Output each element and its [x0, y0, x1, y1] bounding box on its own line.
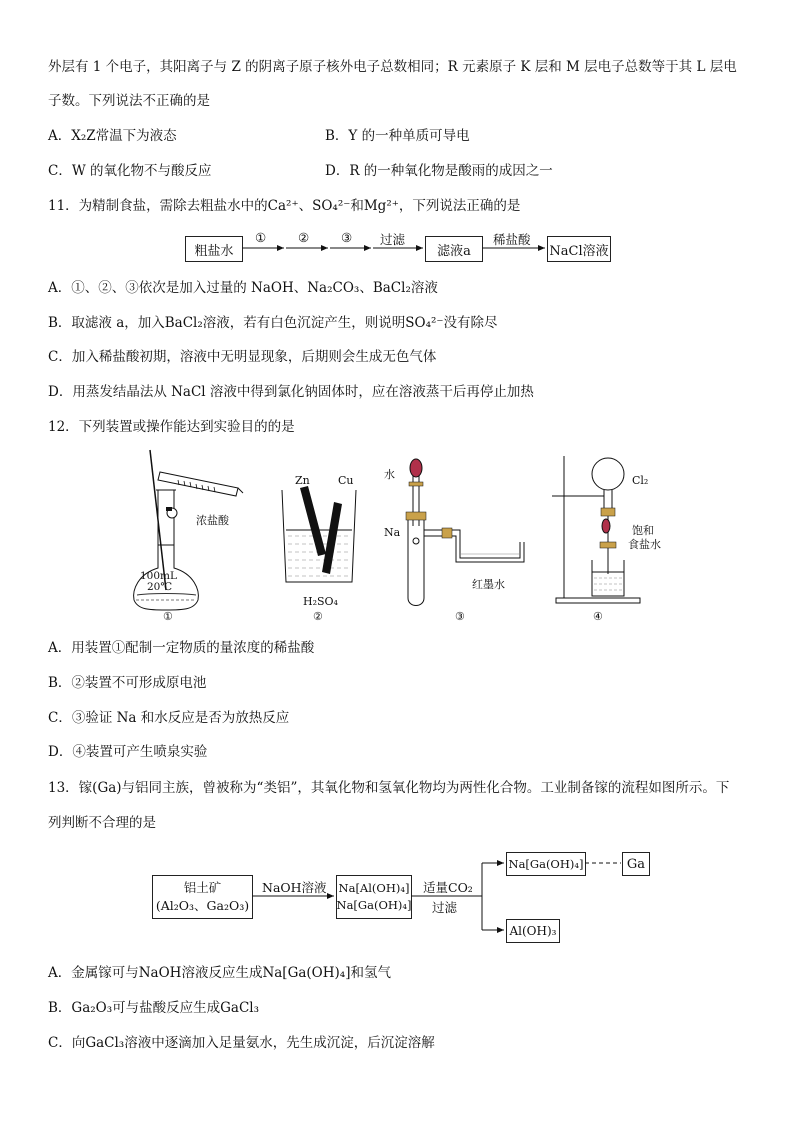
q12-fig2-number: ②	[313, 610, 323, 623]
q11-step-3: ③	[341, 230, 353, 245]
q12-fig1-volume-label: 100mL	[140, 570, 177, 582]
q13-option-c: C．向GaCl₃溶液中逐滴加入足量氨水，先生成沉淀，后沉淀溶解	[48, 1035, 435, 1051]
q12-fig3-na-label: Na	[384, 526, 401, 539]
q10-option-a: A．X₂Z常温下为液态	[48, 128, 177, 144]
q12-fig2-zn-label: Zn	[295, 474, 310, 487]
intro-line-2: 子数。下列说法不正确的是	[48, 93, 210, 109]
q11-step-filter: 过滤	[380, 232, 406, 247]
q12-fig3-ink-label: 红墨水	[472, 578, 505, 591]
q12-fig1-reagent-label: 浓盐酸	[196, 514, 229, 527]
q13-bauxite-label: 铝土矿	[183, 880, 222, 895]
q12-fig3-number: ③	[455, 610, 465, 623]
q11-option-c: C．加入稀盐酸初期，溶液中无明显现象，后期则会生成无色气体	[48, 349, 437, 365]
q13-option-a: A．金属镓可与NaOH溶液反应生成Na[Ga(OH)₄]和氢气	[48, 965, 391, 981]
q11-step-2: ②	[298, 230, 310, 245]
q13-box-ga-complex: Na[Ga(OH)₄]	[506, 852, 586, 876]
q13-box-ga: Ga	[622, 852, 650, 876]
q12-fig3-water-label: 水	[384, 468, 395, 481]
q11-option-a: A．①、②、③依次是加入过量的 NaOH、Na₂CO₃、BaCl₂溶液	[48, 280, 438, 296]
q13-step-filter: 过滤	[432, 900, 458, 915]
q10-option-d: D．R 的一种氧化物是酸雨的成因之一	[325, 163, 553, 179]
q13-step-co2: 适量CO₂	[423, 880, 473, 895]
q11-option-b: B．取滤液 a，加入BaCl₂溶液，若有白色沉淀产生，则说明SO₄²⁻没有除尽	[48, 315, 498, 331]
q11-box-filtrate-a: 滤液a	[425, 236, 483, 262]
q11-step-dilute-hcl: 稀盐酸	[493, 232, 531, 247]
q11-box-nacl-solution: NaCl溶液	[547, 236, 611, 262]
intro-line-1: 外层有 1 个电子，其阳离子与 Z 的阴离子原子核外电子总数相同；R 元素原子 K 层和 M 层电子总数等于其 L 层电	[48, 59, 737, 75]
q13-option-b: B．Ga₂O₃可与盐酸反应生成GaCl₃	[48, 1000, 260, 1016]
q12-option-a: A．用装置①配制一定物质的量浓度的稀盐酸	[48, 640, 315, 656]
q12-stem: 12．下列装置或操作能达到实验目的的是	[48, 419, 295, 435]
q13-step-naoh: NaOH溶液	[262, 880, 327, 895]
q12-option-d: D．④装置可产生喷泉实验	[48, 744, 208, 760]
q13-box-aluminum-hydroxide: Al(OH)₃	[506, 919, 560, 943]
q10-option-c: C．W 的氧化物不与酸反应	[48, 163, 212, 179]
q12-option-b: B．②装置不可形成原电池	[48, 675, 207, 691]
q11-option-d: D．用蒸发结晶法从 NaCl 溶液中得到氯化钠固体时，应在溶液蒸干后再停止加热	[48, 384, 534, 400]
q12-option-c: C．③验证 Na 和水反应是否为放热反应	[48, 710, 290, 726]
q11-step-1: ①	[255, 230, 267, 245]
q13-mix-al: Na[Al(OH)₄]	[338, 881, 410, 895]
q13-bauxite-composition: (Al₂O₃、Ga₂O₃)	[155, 898, 250, 913]
q12-fig4-cl2-label: Cl₂	[632, 474, 649, 487]
q13-stem-line-1: 13．镓(Ga)与铝同主族，曾被称为“类铝”，其氧化物和氢氧化物均为两性化合物。工业制备镓的流程如图所示。下	[48, 780, 730, 796]
q13-mix-ga: Na[Ga(OH)₄]	[336, 898, 412, 912]
q12-fig4-brine-label-1: 饱和	[632, 524, 654, 537]
q10-option-b: B．Y 的一种单质可导电	[325, 128, 470, 144]
q12-fig1-number: ①	[163, 610, 173, 623]
q12-fig4-number: ④	[593, 610, 603, 623]
q11-box-crude-brine: 粗盐水	[185, 236, 243, 262]
q12-fig2-cu-label: Cu	[338, 474, 354, 487]
q13-stem-line-2: 列判断不合理的是	[48, 815, 156, 831]
q12-fig4-brine-label-2: 食盐水	[628, 538, 661, 551]
q11-stem: 11．为精制食盐，需除去粗盐水中的Ca²⁺、SO₄²⁻和Mg²⁺，下列说法正确的是	[48, 198, 521, 214]
q12-fig2-solution-label: H₂SO₄	[303, 595, 338, 608]
q12-fig1-temp-label: 20℃	[147, 581, 173, 593]
